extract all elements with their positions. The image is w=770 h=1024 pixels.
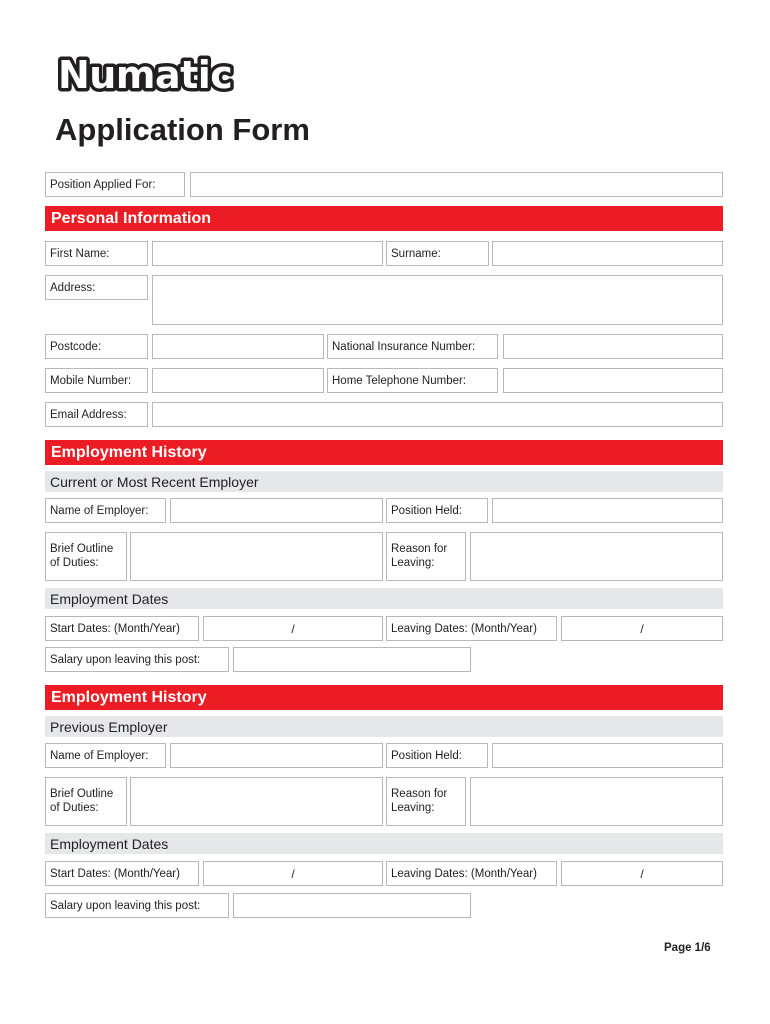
mobile-input[interactable]: [152, 368, 324, 393]
mobile-label: Mobile Number:: [45, 368, 148, 393]
current-start-dates-input[interactable]: [203, 616, 383, 641]
numatic-logo: [56, 52, 256, 100]
current-salary-input[interactable]: [233, 647, 471, 672]
previous-reason-label-line1: Reason for: [391, 788, 448, 800]
employment-history-heading-previous: Employment History: [45, 685, 723, 710]
previous-duties-label: [45, 777, 127, 826]
address-label: Address:: [45, 275, 148, 300]
page-title: Application Form: [55, 112, 310, 147]
current-leaving-dates-input[interactable]: [561, 616, 723, 641]
previous-employer-name-input[interactable]: [170, 743, 383, 768]
previous-leaving-dates-separator: /: [640, 866, 644, 881]
current-reason-label-line2: Leaving:: [391, 557, 435, 569]
previous-position-held-input[interactable]: [492, 743, 723, 768]
current-position-held-input[interactable]: [492, 498, 723, 523]
current-employment-dates-heading: Employment Dates: [45, 588, 723, 609]
email-input[interactable]: [152, 402, 723, 427]
surname-input[interactable]: [492, 241, 723, 266]
current-duties-input[interactable]: [130, 532, 383, 581]
postcode-input[interactable]: [152, 334, 324, 359]
current-reason-label-line1: Reason for: [391, 543, 448, 555]
previous-duties-label-line1: Brief Outline: [50, 788, 114, 800]
previous-salary-input[interactable]: [233, 893, 471, 918]
previous-employment-dates-heading: Employment Dates: [45, 833, 723, 854]
current-duties-label-line1: Brief Outline: [50, 543, 114, 555]
email-label: Email Address:: [45, 402, 148, 427]
current-position-held-label: Position Held:: [386, 498, 488, 523]
current-duties-label-line2: of Duties:: [50, 557, 99, 569]
previous-leaving-dates-input[interactable]: [561, 861, 723, 886]
current-start-dates-separator: /: [291, 621, 295, 636]
surname-label: Surname:: [386, 241, 489, 266]
previous-leaving-dates-label: Leaving Dates: (Month/Year): [386, 861, 557, 886]
first-name-input[interactable]: [152, 241, 383, 266]
previous-position-held-label: Position Held:: [386, 743, 488, 768]
current-leaving-dates-label: Leaving Dates: (Month/Year): [386, 616, 557, 641]
previous-employer-name-label: Name of Employer:: [45, 743, 166, 768]
previous-duties-input[interactable]: [130, 777, 383, 826]
page-number: Page 1/6: [664, 942, 711, 954]
postcode-label: Postcode:: [45, 334, 148, 359]
current-employer-name-input[interactable]: [170, 498, 383, 523]
first-name-label: First Name:: [45, 241, 148, 266]
current-duties-label: [45, 532, 127, 581]
previous-employer-subheading: Previous Employer: [45, 716, 723, 737]
previous-salary-label: Salary upon leaving this post:: [45, 893, 229, 918]
address-input[interactable]: [152, 275, 723, 325]
previous-duties-label-line2: of Duties:: [50, 802, 99, 814]
current-leaving-dates-separator: /: [640, 621, 644, 636]
home-phone-label: Home Telephone Number:: [327, 368, 498, 393]
current-reason-label: [386, 532, 466, 581]
current-start-dates-label: Start Dates: (Month/Year): [45, 616, 199, 641]
ni-number-input[interactable]: [503, 334, 723, 359]
current-salary-label: Salary upon leaving this post:: [45, 647, 229, 672]
home-phone-input[interactable]: [503, 368, 723, 393]
previous-start-dates-input[interactable]: [203, 861, 383, 886]
previous-reason-label-line2: Leaving:: [391, 802, 435, 814]
previous-start-dates-label: Start Dates: (Month/Year): [45, 861, 199, 886]
employment-history-heading-current: Employment History: [45, 440, 723, 465]
current-employer-subheading: Current or Most Recent Employer: [45, 471, 723, 492]
current-reason-input[interactable]: [470, 532, 723, 581]
personal-info-heading: Personal Information: [45, 206, 723, 231]
previous-reason-label: [386, 777, 466, 826]
current-employer-name-label: Name of Employer:: [45, 498, 166, 523]
previous-start-dates-separator: /: [291, 866, 295, 881]
svg-text:Numatic: Numatic: [58, 53, 233, 97]
previous-reason-input[interactable]: [470, 777, 723, 826]
position-applied-label: Position Applied For:: [45, 172, 185, 197]
numatic-logo-art: [56, 52, 256, 100]
ni-number-label: National Insurance Number:: [327, 334, 498, 359]
position-applied-input[interactable]: [190, 172, 723, 197]
